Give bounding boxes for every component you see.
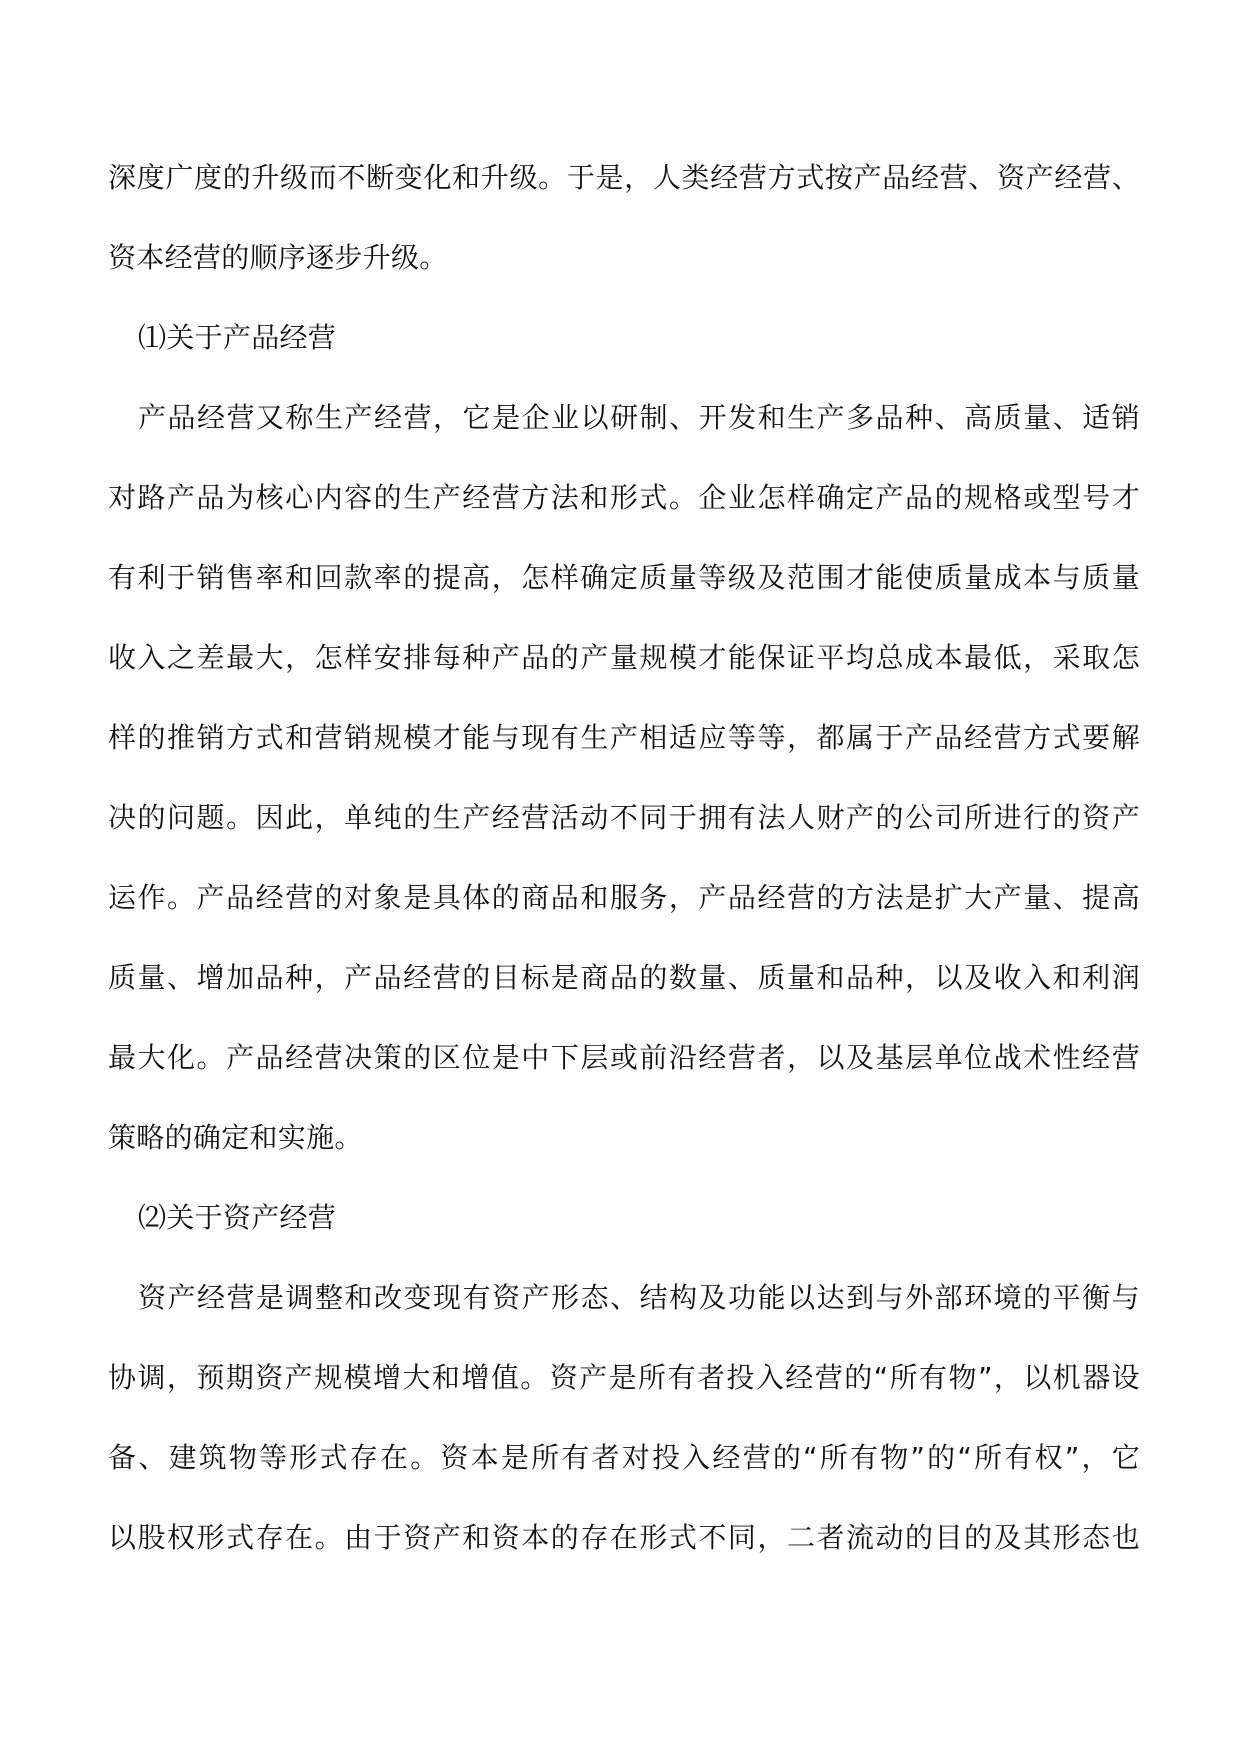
text-line: 样的推销方式和营销规模才能与现有生产相适应等等，都属于产品经营方式要解 — [108, 721, 1140, 754]
text-line: 产品经营又称生产经营，它是企业以研制、开发和生产多品种、高质量、适销 — [138, 401, 1140, 434]
section-heading-product-operation: ⑴关于产品经营 — [138, 321, 337, 354]
section-heading-asset-operation: ⑵关于资产经营 — [138, 1201, 337, 1234]
text-line: 运作。产品经营的对象是具体的商品和服务，产品经营的方法是扩大产量、提高 — [108, 881, 1140, 914]
text-line: 对路产品为核心内容的生产经营方法和形式。企业怎样确定产品的规格或型号才 — [108, 481, 1140, 514]
paragraph — [108, 378, 1140, 1178]
text-line: 协调，预期资产规模增大和增值。资产是所有者投入经营的“所有物”，以机器设 — [108, 1361, 1140, 1394]
text-line: 策略的确定和实施。 — [108, 1121, 363, 1154]
text-line: 质量、增加品种，产品经营的目标是商品的数量、质量和品种，以及收入和利润 — [108, 961, 1140, 994]
text-line: 决的问题。因此，单纯的生产经营活动不同于拥有法人财产的公司所进行的资产 — [108, 801, 1140, 834]
text-line: 有利于销售率和回款率的提高，怎样确定质量等级及范围才能使质量成本与质量 — [108, 561, 1140, 594]
text-line: 以股权形式存在。由于资产和资本的存在形式不同，二者流动的目的及其形态也 — [108, 1521, 1140, 1554]
text-line: 最大化。产品经营决策的区位是中下层或前沿经营者，以及基层单位战术性经营 — [108, 1041, 1140, 1074]
paragraph — [108, 138, 1140, 298]
document-page — [108, 138, 1140, 1578]
text-line: 收入之差最大，怎样安排每种产品的产量规模才能保证平均总成本最低，采取怎 — [108, 641, 1140, 674]
text-line: 资产经营是调整和改变现有资产形态、结构及功能以达到与外部环境的平衡与 — [138, 1281, 1140, 1314]
text-line: 资本经营的顺序逐步升级。 — [108, 241, 448, 274]
text-line: 深度广度的升级而不断变化和升级。于是，人类经营方式按产品经营、资产经营、 — [108, 161, 1140, 194]
text-line: 备、建筑物等形式存在。资本是所有者对投入经营的“所有物”的“所有权”，它 — [108, 1441, 1140, 1474]
paragraph — [108, 1258, 1140, 1578]
